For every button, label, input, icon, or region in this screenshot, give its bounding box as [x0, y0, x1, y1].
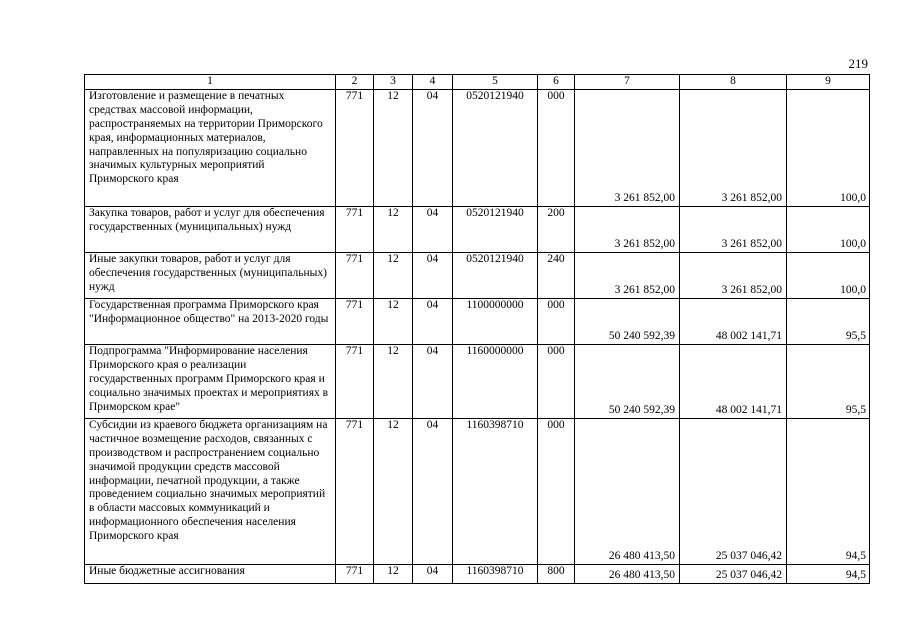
cell-actual-amount: 48 002 141,71	[680, 344, 787, 418]
table-row	[85, 564, 870, 583]
cell-actual-amount: 48 002 141,71	[680, 298, 787, 344]
cell-planned-amount: 3 261 852,00	[575, 252, 680, 298]
cell-ministry-code: 771	[336, 206, 374, 252]
cell-actual-amount: 25 037 046,42	[680, 564, 787, 583]
cell-section: 12	[374, 344, 413, 418]
column-header: 1	[85, 75, 336, 90]
cell-subsection: 04	[413, 418, 453, 564]
cell-target-article: 0520121940	[453, 89, 538, 206]
cell-ministry-code: 771	[336, 252, 374, 298]
page-number: 219	[848, 56, 868, 71]
column-header: 2	[336, 75, 374, 90]
cell-target-article: 1160398710	[453, 564, 538, 583]
table-header-row	[85, 75, 870, 90]
cell-ministry-code: 771	[336, 344, 374, 418]
cell-subsection: 04	[413, 344, 453, 418]
row-name: Государственная программа Приморского края "Информационное общество" на 2013-2020 годы	[85, 298, 336, 344]
cell-section: 12	[374, 418, 413, 564]
table-row	[85, 344, 870, 418]
cell-subsection: 04	[413, 252, 453, 298]
cell-percent: 100,0	[787, 252, 870, 298]
table-row	[85, 206, 870, 252]
column-header: 6	[538, 75, 575, 90]
budget-table	[84, 74, 870, 584]
cell-percent: 95,5	[787, 298, 870, 344]
row-name: Изготовление и размещение в печатных средствах массовой информации, распространяемых на территории Приморского края, информационных материалов, направленных на популяризацию социально значимых культурных мероприятий Приморского края	[85, 89, 336, 206]
table-row	[85, 298, 870, 344]
cell-planned-amount: 50 240 592,39	[575, 298, 680, 344]
cell-subsection: 04	[413, 206, 453, 252]
column-header: 7	[575, 75, 680, 90]
row-name: Закупка товаров, работ и услуг для обеспечения государственных (муниципальных) нужд	[85, 206, 336, 252]
cell-percent: 100,0	[787, 89, 870, 206]
cell-subsection: 04	[413, 298, 453, 344]
cell-section: 12	[374, 252, 413, 298]
cell-target-article: 0520121940	[453, 252, 538, 298]
row-name: Подпрограмма "Информирование населения Приморского края о реализации государственных программ Приморского края и социально значимых проектах и мероприятиях в Приморском крае"	[85, 344, 336, 418]
cell-planned-amount: 26 480 413,50	[575, 564, 680, 583]
cell-target-article: 1100000000	[453, 298, 538, 344]
row-name: Иные закупки товаров, работ и услуг для обеспечения государственных (муниципальных) нужд	[85, 252, 336, 298]
cell-section: 12	[374, 564, 413, 583]
cell-percent: 94,5	[787, 418, 870, 564]
cell-actual-amount: 3 261 852,00	[680, 252, 787, 298]
column-header: 4	[413, 75, 453, 90]
cell-target-article: 0520121940	[453, 206, 538, 252]
cell-expense-type: 240	[538, 252, 575, 298]
cell-expense-type: 800	[538, 564, 575, 583]
table-row	[85, 252, 870, 298]
table-row	[85, 418, 870, 564]
cell-subsection: 04	[413, 89, 453, 206]
cell-expense-type: 000	[538, 89, 575, 206]
cell-planned-amount: 50 240 592,39	[575, 344, 680, 418]
cell-section: 12	[374, 206, 413, 252]
column-header: 5	[453, 75, 538, 90]
cell-expense-type: 200	[538, 206, 575, 252]
column-header: 8	[680, 75, 787, 90]
table-row	[85, 89, 870, 206]
cell-ministry-code: 771	[336, 418, 374, 564]
cell-expense-type: 000	[538, 344, 575, 418]
row-name: Иные бюджетные ассигнования	[85, 564, 336, 583]
cell-percent: 94,5	[787, 564, 870, 583]
cell-target-article: 1160000000	[453, 344, 538, 418]
cell-expense-type: 000	[538, 298, 575, 344]
cell-actual-amount: 3 261 852,00	[680, 206, 787, 252]
cell-target-article: 1160398710	[453, 418, 538, 564]
cell-actual-amount: 25 037 046,42	[680, 418, 787, 564]
row-name: Субсидии из краевого бюджета организациям на частичное возмещение расходов, связанных с производством и распространением социально значимой продукции средств массовой информации, печатной продукции, а также проведением социально значимых мероприятий в области массовых коммуникаций и информационного обеспечения населения Приморского края	[85, 418, 336, 564]
cell-percent: 95,5	[787, 344, 870, 418]
cell-percent: 100,0	[787, 206, 870, 252]
cell-section: 12	[374, 89, 413, 206]
cell-ministry-code: 771	[336, 89, 374, 206]
cell-planned-amount: 3 261 852,00	[575, 89, 680, 206]
cell-section: 12	[374, 298, 413, 344]
cell-planned-amount: 26 480 413,50	[575, 418, 680, 564]
cell-ministry-code: 771	[336, 564, 374, 583]
column-header: 3	[374, 75, 413, 90]
cell-ministry-code: 771	[336, 298, 374, 344]
cell-subsection: 04	[413, 564, 453, 583]
cell-expense-type: 000	[538, 418, 575, 564]
cell-actual-amount: 3 261 852,00	[680, 89, 787, 206]
column-header: 9	[787, 75, 870, 90]
cell-planned-amount: 3 261 852,00	[575, 206, 680, 252]
